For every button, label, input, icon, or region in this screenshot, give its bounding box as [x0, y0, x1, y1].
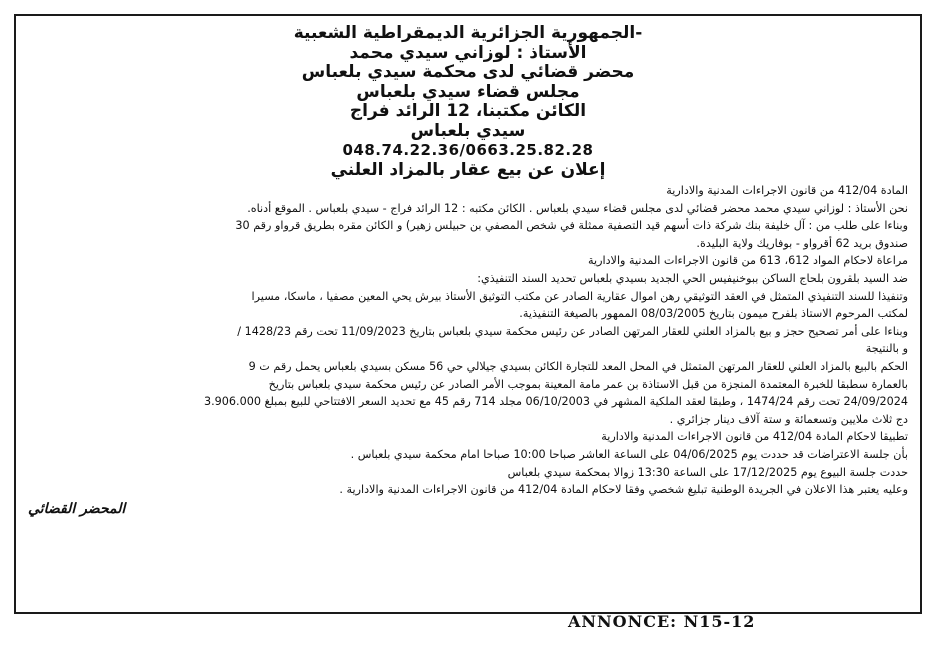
header-bailiff-name: الأستاذ : لوزاني سيدي محمد	[349, 42, 587, 63]
header-council: مجلس قضاء سيدي بلعباس	[356, 81, 580, 102]
body-line: مراعاة لاحكام المواد 612، 613 من قانون الاجراءات المدنية والادارية	[587, 254, 908, 268]
legal-notice	[14, 14, 922, 614]
body-line: بالعمارة سطبقا للخبرة المعتمدة المنجزة من قبل الاستاذة بن عمر مامة المعينة بموجب الأمر الصادر عن رئيس محكمة سيدي بلعباس بتاريخ	[268, 377, 908, 391]
body-line: دج ثلاث ملايين وتسعمائة و ستة آلاف دينار جزائري .	[669, 412, 908, 426]
header-republic: -الجمهورية الجزائرية الديمقراطية الشعبية	[293, 23, 643, 43]
body-line: و بالنتيجة	[865, 342, 908, 356]
body-line: وبناءا على أمر تصحيح حجز و بيع بالمزاد العلني للعقار المرتهن الصادر عن رئيس محكمة سيدي بلعباس بتاريخ 11/09/2023 تحت رقم 1428/23 /	[237, 324, 908, 338]
body-line: المادة 412/04 من قانون الاجراءات المدنية والادارية	[666, 184, 908, 197]
body-line: 24/09/2024 تحت رقم 1474/24 ، وطبقا لعقد الملكية المشهر في 06/10/2003 مجلد 714 رقم 45 مع تحديد السعر الافتتاحي للبيع بمبلغ 3.906.000	[204, 395, 908, 409]
header-address: الكائن مكتبنا، 12 الرائد فراج	[349, 101, 587, 121]
notice-header	[28, 24, 908, 180]
body-line: صندوق بريد 62 أقرواو - بوفاريك ولاية البليدة.	[696, 236, 908, 250]
body-line: وتنفيذا للسند التنفيذي المتمثل في العقد التوثيقي رهن اموال عقارية الصادر عن مكتب التوثيق الأستاذ بيرش يحي المعين مصفيا ، ماسكا، مسيرا	[251, 289, 908, 303]
body-line: تطبيقا لاحكام المادة 412/04 من قانون الاجراءات المدنية والادارية	[601, 430, 908, 444]
body-line: نحن الأستاذ : لوزاني سيدي محمد محضر قضائي لدى مجلس قضاء سيدي بلعباس . الكائن مكتبه : 12 الرائد فراج - سيدي بلعباس . الموقع أدناه.	[247, 201, 908, 215]
body-line: حددت جلسة البيوع يوم 17/12/2025 على الساعة 13:30 زوالا بمحكمة سيدي بلعباس	[507, 465, 908, 479]
signature-label: المحضر القضائي	[28, 500, 126, 517]
header-phones: 048.74.22.36/0663.25.82.28	[342, 141, 594, 159]
body-line: وبناءا على طلب من : آل خليفة بنك شركة ذات أسهم قيد التصفية ممثلة في شخص المصفي بن حبيلس زهير) و الكائن مقره بطريق قرواو رقم 30	[235, 219, 908, 233]
body-line: بأن جلسة الاعتراضات قد حددت يوم 04/06/2025 على الساعة العاشر صباحا 10:00 صباحا امام محكمة سيدي بلعباس .	[350, 447, 908, 461]
notice-title: إعلان عن بيع عقار بالمزاد العلني	[330, 160, 606, 180]
header-city: سيدي بلعباس	[410, 120, 526, 141]
body-line: الحكم بالبيع بالمزاد العلني للعقار المرتهن المتمثل في المحل المعد للتجارة الكائن بسيدي جيلالي حي 56 مسكن بسيدي بلعباس يحمل رقم ت 9	[248, 359, 908, 373]
header-court: محضر قضائي لدى محكمة سيدي بلعباس	[301, 62, 635, 82]
body-line: لمكتب المرحوم الاستاذ بلفرح ميمون بتاريخ 08/03/2005 الممهور بالصيغة التنفيذية.	[519, 307, 908, 321]
annonce-reference: ANNONCE: N15-12	[568, 612, 756, 631]
body-line: وعليه يعتبر هذا الاعلان في الجريدة الوطنية تبليغ شخصي وفقا لاحكام المادة 412/04 من قانون الاجراءات المدنية والادارية .	[339, 483, 908, 497]
body-line: ضد السيد بلقرون بلحاج الساكن ببوخنيفيس الحي الجديد بسيدي بلعباس تحديد السند التنفيذي:	[477, 271, 908, 285]
notice-body	[28, 182, 908, 499]
